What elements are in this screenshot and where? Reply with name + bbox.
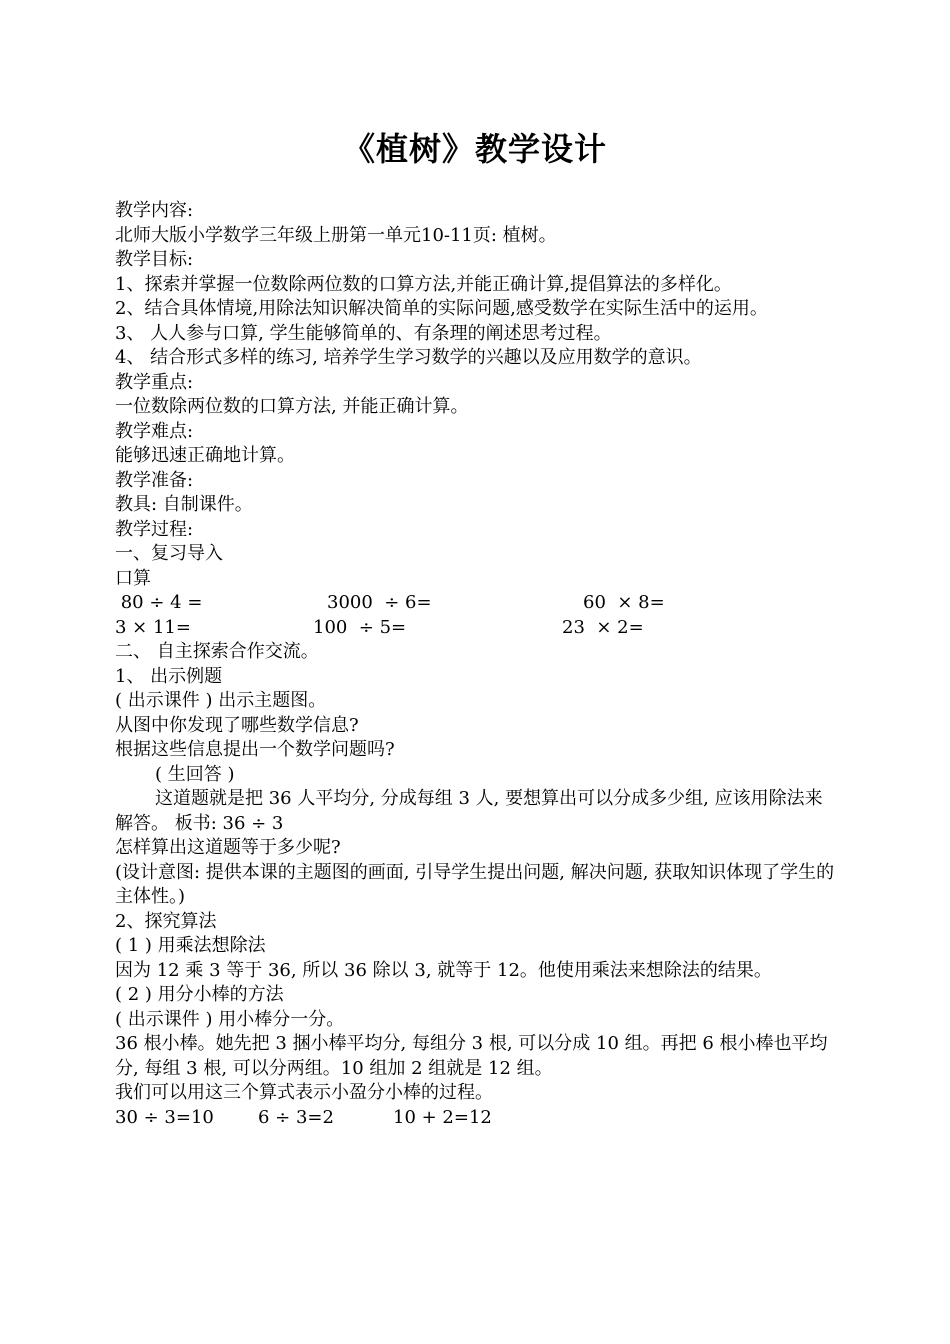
- question-3: 怎样算出这道题等于多少呢?: [115, 837, 341, 858]
- goal-4: 4、 结合形式多样的练习, 培养学生学习数学的兴趣以及应用数学的意识。: [115, 347, 702, 368]
- equation-row-1: [115, 591, 840, 616]
- equation: 80 ÷ 4 =: [115, 592, 203, 613]
- heading-preparation: 教学准备:: [115, 469, 194, 491]
- step-2-heading: 2、探究算法: [115, 910, 217, 932]
- preparation-text: 教具: 自制课件。: [115, 494, 253, 515]
- equation: 10 + 2=12: [393, 1106, 492, 1128]
- heading-process: 教学过程:: [115, 518, 194, 540]
- method-1-heading: ( 1 ) 用乘法想除法: [115, 935, 266, 956]
- equation: 23 × 2=: [562, 616, 644, 638]
- equation-row-2: [115, 616, 840, 641]
- difficulty-text: 能够迅速正确地计算。: [115, 445, 295, 466]
- show-slide-1: ( 出示课件 ) 出示主题图。: [115, 690, 327, 711]
- design-intent: (设计意图: 提供本课的主题图的画面, 引导学生提出问题, 解决问题, 获取知识体现了学生的主体性。): [115, 861, 835, 907]
- document-body: [115, 199, 840, 1130]
- teaching-content-text: 北师大版小学数学三年级上册第一单元10-11页: 植树。: [115, 224, 557, 246]
- equation: 6 ÷ 3=2: [258, 1106, 334, 1128]
- step-1-heading: 1、 出示例题: [115, 665, 223, 687]
- heading-key-points: 教学重点:: [115, 371, 194, 393]
- section-2-heading: 二、 自主探索合作交流。: [115, 641, 319, 662]
- equation: 30 ÷ 3=10: [115, 1106, 214, 1128]
- heading-difficulty: 教学难点:: [115, 420, 194, 442]
- goal-2: 2、结合具体情境,用除法知识解决简单的实际问题,感受数学在实际生活中的运用。: [115, 298, 768, 319]
- method-2-heading: ( 2 ) 用分小棒的方法: [115, 984, 284, 1005]
- method-1-text: 因为 12 乘 3 等于 36, 所以 36 除以 3, 就等于 12。他使用乘法来想除法的结果。: [115, 959, 772, 981]
- question-1: 从图中你发现了哪些数学信息?: [115, 714, 359, 736]
- oral-calc-label: 口算: [115, 567, 151, 589]
- question-2: 根据这些信息提出一个数学问题吗?: [115, 739, 395, 760]
- goal-1: 1、探索并掌握一位数除两位数的口算方法,并能正确计算,提倡算法的多样化。: [115, 273, 732, 295]
- heading-teaching-goals: 教学目标:: [115, 249, 194, 270]
- equation: 3000 ÷ 6=: [327, 592, 432, 613]
- show-slide-2: ( 出示课件 ) 用小棒分一分。: [115, 1008, 345, 1030]
- paragraph-division: 这道题就是把 36 人平均分, 分成每组 3 人, 要想算出可以分成多少组, 应该用除法来解答。 板书: 36 ÷ 3: [115, 788, 823, 834]
- equation: 100 ÷ 5=: [313, 616, 407, 638]
- heading-teaching-content: 教学内容:: [115, 200, 194, 221]
- equation-row-3: [115, 1106, 840, 1131]
- express-text: 我们可以用这三个算式表示小盈分小棒的过程。: [115, 1082, 493, 1103]
- key-points-text: 一位数除两位数的口算方法, 并能正确计算。: [115, 396, 469, 417]
- page-title: 《植树》教学设计: [342, 130, 607, 168]
- student-answer: ( 生回答 ): [155, 763, 235, 785]
- sticks-text: 36 根小棒。她先把 3 捆小棒平均分, 每组分 3 根, 可以分成 10 组。再把 6 根小棒也平均分, 每组 3 根, 可以分两组。10 组加 2 组就是 12 组。: [115, 1033, 828, 1079]
- equation: 3 × 11=: [115, 616, 191, 638]
- equation: 60 × 8=: [583, 592, 665, 613]
- goal-3: 3、 人人参与口算, 学生能够简单的、有条理的阐述思考过程。: [115, 322, 612, 344]
- section-1-heading: 一、复习导入: [115, 543, 223, 564]
